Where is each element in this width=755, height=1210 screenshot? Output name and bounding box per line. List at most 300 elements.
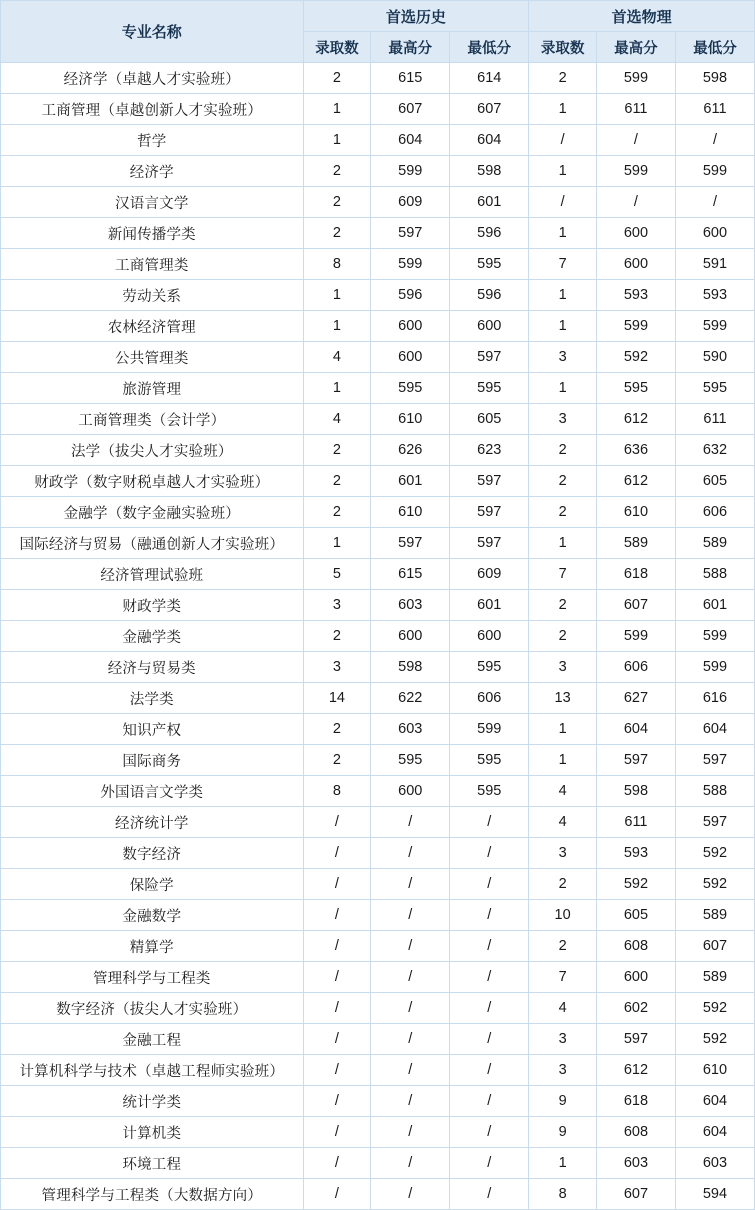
cell-major-name: 管理科学与工程类（大数据方向）: [1, 1179, 304, 1210]
table-row: [1, 125, 755, 156]
cell-major-name: 国际经济与贸易（融通创新人才实验班）: [1, 528, 304, 559]
cell-history-max: /: [371, 931, 450, 962]
cell-major-name: 计算机类: [1, 1117, 304, 1148]
cell-physics-max: 593: [596, 280, 675, 311]
header-history-max: 最高分: [371, 32, 450, 63]
cell-history-count: /: [303, 1179, 371, 1210]
cell-history-max: /: [371, 807, 450, 838]
cell-physics-min: 592: [675, 838, 754, 869]
cell-physics-count: 2: [529, 63, 597, 94]
cell-physics-min: 594: [675, 1179, 754, 1210]
cell-major-name: 金融工程: [1, 1024, 304, 1055]
table-row: [1, 156, 755, 187]
table-row: [1, 900, 755, 931]
cell-history-max: /: [371, 962, 450, 993]
cell-major-name: 劳动关系: [1, 280, 304, 311]
cell-history-max: 599: [371, 156, 450, 187]
cell-history-min: 599: [450, 714, 529, 745]
cell-history-min: /: [450, 1179, 529, 1210]
cell-physics-min: 598: [675, 63, 754, 94]
cell-physics-min: 593: [675, 280, 754, 311]
cell-history-count: 14: [303, 683, 371, 714]
cell-history-max: 622: [371, 683, 450, 714]
cell-history-min: 595: [450, 373, 529, 404]
cell-history-max: 609: [371, 187, 450, 218]
cell-physics-max: 618: [596, 559, 675, 590]
cell-history-min: 601: [450, 590, 529, 621]
cell-physics-count: 1: [529, 94, 597, 125]
cell-history-min: /: [450, 869, 529, 900]
cell-history-max: 595: [371, 373, 450, 404]
cell-physics-count: /: [529, 125, 597, 156]
cell-history-min: /: [450, 993, 529, 1024]
table-row: [1, 993, 755, 1024]
cell-major-name: 法学类: [1, 683, 304, 714]
cell-physics-count: 2: [529, 466, 597, 497]
cell-history-min: /: [450, 1117, 529, 1148]
cell-physics-count: 7: [529, 962, 597, 993]
cell-physics-max: 599: [596, 63, 675, 94]
cell-physics-max: 607: [596, 590, 675, 621]
table-row: [1, 311, 755, 342]
cell-physics-count: 13: [529, 683, 597, 714]
cell-major-name: 经济学: [1, 156, 304, 187]
table-row: [1, 218, 755, 249]
cell-physics-min: 599: [675, 621, 754, 652]
cell-history-count: /: [303, 931, 371, 962]
cell-history-min: 601: [450, 187, 529, 218]
cell-history-count: /: [303, 869, 371, 900]
cell-history-count: 3: [303, 652, 371, 683]
cell-major-name: 工商管理类: [1, 249, 304, 280]
header-physics-min: 最低分: [675, 32, 754, 63]
table-row: [1, 1055, 755, 1086]
table-row: [1, 63, 755, 94]
cell-physics-count: 2: [529, 435, 597, 466]
header-history-count: 录取数: [303, 32, 371, 63]
cell-physics-min: 590: [675, 342, 754, 373]
cell-history-min: /: [450, 962, 529, 993]
table-row: [1, 497, 755, 528]
cell-history-count: 2: [303, 497, 371, 528]
cell-history-min: 595: [450, 652, 529, 683]
table-row: [1, 187, 755, 218]
cell-history-count: 2: [303, 435, 371, 466]
cell-physics-max: 605: [596, 900, 675, 931]
cell-physics-min: 599: [675, 311, 754, 342]
cell-physics-max: 612: [596, 466, 675, 497]
cell-physics-count: 8: [529, 1179, 597, 1210]
cell-history-min: /: [450, 1024, 529, 1055]
cell-history-max: 597: [371, 218, 450, 249]
cell-physics-min: 604: [675, 1086, 754, 1117]
cell-history-max: /: [371, 1179, 450, 1210]
cell-physics-count: 2: [529, 621, 597, 652]
cell-major-name: 旅游管理: [1, 373, 304, 404]
cell-physics-count: 2: [529, 869, 597, 900]
cell-physics-count: 1: [529, 528, 597, 559]
cell-history-count: 2: [303, 621, 371, 652]
cell-physics-count: 3: [529, 652, 597, 683]
header-major-name: 专业名称: [1, 1, 304, 63]
cell-history-max: 610: [371, 404, 450, 435]
cell-history-count: 3: [303, 590, 371, 621]
cell-physics-min: 606: [675, 497, 754, 528]
cell-major-name: 金融学（数字金融实验班）: [1, 497, 304, 528]
cell-physics-max: 608: [596, 931, 675, 962]
cell-history-min: /: [450, 838, 529, 869]
table-row: [1, 249, 755, 280]
cell-history-count: /: [303, 900, 371, 931]
cell-physics-min: /: [675, 125, 754, 156]
table-row: [1, 838, 755, 869]
cell-history-count: /: [303, 993, 371, 1024]
cell-history-max: 601: [371, 466, 450, 497]
cell-physics-min: 604: [675, 1117, 754, 1148]
cell-history-max: /: [371, 993, 450, 1024]
cell-history-count: 8: [303, 249, 371, 280]
cell-history-count: 8: [303, 776, 371, 807]
cell-history-max: /: [371, 869, 450, 900]
cell-history-min: 609: [450, 559, 529, 590]
cell-physics-count: 1: [529, 156, 597, 187]
table-row: [1, 94, 755, 125]
cell-history-max: 600: [371, 621, 450, 652]
cell-physics-min: 632: [675, 435, 754, 466]
header-history-min: 最低分: [450, 32, 529, 63]
cell-history-max: 603: [371, 590, 450, 621]
cell-physics-count: 4: [529, 993, 597, 1024]
cell-physics-max: 597: [596, 745, 675, 776]
table-row: [1, 559, 755, 590]
cell-history-min: /: [450, 1148, 529, 1179]
cell-history-count: 2: [303, 156, 371, 187]
cell-physics-count: 1: [529, 311, 597, 342]
cell-physics-count: 2: [529, 931, 597, 962]
cell-physics-count: 1: [529, 745, 597, 776]
cell-major-name: 农林经济管理: [1, 311, 304, 342]
cell-history-max: /: [371, 1086, 450, 1117]
cell-history-max: 615: [371, 63, 450, 94]
cell-history-max: 598: [371, 652, 450, 683]
cell-history-max: 615: [371, 559, 450, 590]
cell-major-name: 工商管理（卓越创新人才实验班）: [1, 94, 304, 125]
cell-history-count: 5: [303, 559, 371, 590]
table-row: [1, 1117, 755, 1148]
cell-physics-max: 606: [596, 652, 675, 683]
table-row: [1, 652, 755, 683]
cell-major-name: 金融数学: [1, 900, 304, 931]
cell-major-name: 财政学类: [1, 590, 304, 621]
cell-history-min: /: [450, 931, 529, 962]
cell-physics-min: 592: [675, 869, 754, 900]
cell-history-count: 2: [303, 466, 371, 497]
cell-physics-max: 611: [596, 807, 675, 838]
cell-history-min: /: [450, 1086, 529, 1117]
cell-history-max: 600: [371, 776, 450, 807]
cell-major-name: 经济统计学: [1, 807, 304, 838]
cell-history-min: 600: [450, 621, 529, 652]
header-physics-count: 录取数: [529, 32, 597, 63]
cell-physics-min: 611: [675, 404, 754, 435]
table-row: [1, 807, 755, 838]
cell-history-min: 607: [450, 94, 529, 125]
cell-history-min: 595: [450, 745, 529, 776]
cell-history-max: 607: [371, 94, 450, 125]
cell-physics-max: 611: [596, 94, 675, 125]
table-row: [1, 776, 755, 807]
cell-physics-min: 589: [675, 900, 754, 931]
table-row: [1, 714, 755, 745]
cell-physics-max: 600: [596, 218, 675, 249]
cell-physics-max: 636: [596, 435, 675, 466]
cell-history-max: /: [371, 1148, 450, 1179]
cell-physics-max: 593: [596, 838, 675, 869]
cell-history-max: 600: [371, 311, 450, 342]
cell-major-name: 管理科学与工程类: [1, 962, 304, 993]
cell-major-name: 哲学: [1, 125, 304, 156]
cell-physics-min: 616: [675, 683, 754, 714]
cell-physics-min: 600: [675, 218, 754, 249]
cell-history-count: /: [303, 838, 371, 869]
cell-physics-count: 3: [529, 838, 597, 869]
header-group-row: [1, 1, 755, 32]
table-row: [1, 404, 755, 435]
table-row: [1, 931, 755, 962]
cell-major-name: 汉语言文学: [1, 187, 304, 218]
cell-major-name: 统计学类: [1, 1086, 304, 1117]
cell-physics-count: 9: [529, 1086, 597, 1117]
cell-history-max: /: [371, 1117, 450, 1148]
cell-physics-count: 3: [529, 342, 597, 373]
cell-physics-count: 1: [529, 373, 597, 404]
cell-major-name: 金融学类: [1, 621, 304, 652]
cell-physics-max: 608: [596, 1117, 675, 1148]
cell-physics-count: 1: [529, 280, 597, 311]
table-row: [1, 869, 755, 900]
cell-history-max: /: [371, 838, 450, 869]
cell-history-max: 596: [371, 280, 450, 311]
cell-physics-count: 4: [529, 807, 597, 838]
cell-history-count: /: [303, 1117, 371, 1148]
cell-physics-min: 599: [675, 652, 754, 683]
cell-history-count: 4: [303, 342, 371, 373]
cell-physics-max: 603: [596, 1148, 675, 1179]
cell-physics-min: /: [675, 187, 754, 218]
cell-physics-max: 600: [596, 249, 675, 280]
cell-physics-max: 598: [596, 776, 675, 807]
cell-history-count: 1: [303, 528, 371, 559]
cell-major-name: 数字经济: [1, 838, 304, 869]
cell-history-min: 597: [450, 528, 529, 559]
header-group-physics: 首选物理: [529, 1, 755, 32]
header-physics-max: 最高分: [596, 32, 675, 63]
cell-physics-max: 595: [596, 373, 675, 404]
cell-history-max: 603: [371, 714, 450, 745]
cell-history-count: 2: [303, 218, 371, 249]
cell-physics-max: 597: [596, 1024, 675, 1055]
cell-physics-min: 610: [675, 1055, 754, 1086]
cell-major-name: 精算学: [1, 931, 304, 962]
cell-history-count: 1: [303, 311, 371, 342]
cell-major-name: 新闻传播学类: [1, 218, 304, 249]
cell-history-count: 2: [303, 714, 371, 745]
cell-history-min: 595: [450, 249, 529, 280]
cell-history-count: 2: [303, 187, 371, 218]
cell-major-name: 经济与贸易类: [1, 652, 304, 683]
cell-physics-max: 627: [596, 683, 675, 714]
table-row: [1, 528, 755, 559]
cell-physics-min: 601: [675, 590, 754, 621]
cell-history-count: 1: [303, 373, 371, 404]
cell-physics-min: 589: [675, 528, 754, 559]
cell-history-min: /: [450, 900, 529, 931]
cell-history-max: 600: [371, 342, 450, 373]
table-row: [1, 1086, 755, 1117]
cell-history-min: 605: [450, 404, 529, 435]
cell-history-count: 4: [303, 404, 371, 435]
cell-physics-min: 607: [675, 931, 754, 962]
cell-physics-min: 592: [675, 993, 754, 1024]
cell-physics-max: 592: [596, 869, 675, 900]
cell-physics-max: 612: [596, 1055, 675, 1086]
cell-physics-count: 3: [529, 404, 597, 435]
table-row: [1, 1179, 755, 1210]
cell-physics-count: 2: [529, 590, 597, 621]
cell-major-name: 数字经济（拔尖人才实验班）: [1, 993, 304, 1024]
cell-history-max: 597: [371, 528, 450, 559]
cell-history-max: 610: [371, 497, 450, 528]
cell-history-count: 1: [303, 94, 371, 125]
cell-major-name: 保险学: [1, 869, 304, 900]
cell-physics-count: 4: [529, 776, 597, 807]
cell-history-count: /: [303, 1024, 371, 1055]
cell-physics-min: 599: [675, 156, 754, 187]
cell-history-max: 595: [371, 745, 450, 776]
cell-major-name: 外国语言文学类: [1, 776, 304, 807]
cell-physics-min: 605: [675, 466, 754, 497]
cell-physics-count: 10: [529, 900, 597, 931]
cell-history-max: /: [371, 1055, 450, 1086]
cell-major-name: 公共管理类: [1, 342, 304, 373]
cell-physics-min: 597: [675, 745, 754, 776]
table-row: [1, 466, 755, 497]
table-row: [1, 342, 755, 373]
cell-physics-count: /: [529, 187, 597, 218]
cell-physics-min: 588: [675, 776, 754, 807]
cell-physics-count: 9: [529, 1117, 597, 1148]
cell-physics-min: 611: [675, 94, 754, 125]
cell-physics-min: 604: [675, 714, 754, 745]
cell-physics-max: 599: [596, 621, 675, 652]
cell-major-name: 环境工程: [1, 1148, 304, 1179]
cell-physics-count: 3: [529, 1024, 597, 1055]
cell-physics-max: 610: [596, 497, 675, 528]
cell-physics-count: 1: [529, 1148, 597, 1179]
cell-history-min: 604: [450, 125, 529, 156]
cell-history-count: 2: [303, 745, 371, 776]
cell-physics-max: /: [596, 187, 675, 218]
cell-physics-max: 612: [596, 404, 675, 435]
cell-physics-min: 603: [675, 1148, 754, 1179]
cell-physics-max: 604: [596, 714, 675, 745]
cell-history-max: 599: [371, 249, 450, 280]
table-row: [1, 1024, 755, 1055]
cell-major-name: 国际商务: [1, 745, 304, 776]
cell-history-count: /: [303, 962, 371, 993]
cell-history-min: /: [450, 1055, 529, 1086]
cell-history-min: 614: [450, 63, 529, 94]
table-header: [1, 1, 755, 63]
cell-history-count: 2: [303, 63, 371, 94]
cell-history-min: 595: [450, 776, 529, 807]
cell-physics-min: 591: [675, 249, 754, 280]
cell-history-count: 1: [303, 125, 371, 156]
table-row: [1, 745, 755, 776]
cell-physics-min: 589: [675, 962, 754, 993]
table-body: [1, 63, 755, 1210]
cell-physics-count: 1: [529, 218, 597, 249]
cell-major-name: 财政学（数字财税卓越人才实验班）: [1, 466, 304, 497]
cell-history-count: /: [303, 1148, 371, 1179]
cell-history-min: 596: [450, 280, 529, 311]
cell-physics-count: 7: [529, 559, 597, 590]
cell-history-count: /: [303, 1086, 371, 1117]
table-row: [1, 280, 755, 311]
cell-history-min: 597: [450, 497, 529, 528]
cell-major-name: 工商管理类（会计学）: [1, 404, 304, 435]
cell-physics-count: 1: [529, 714, 597, 745]
cell-history-max: /: [371, 900, 450, 931]
cell-history-count: /: [303, 807, 371, 838]
table-row: [1, 621, 755, 652]
table-row: [1, 683, 755, 714]
cell-history-min: 600: [450, 311, 529, 342]
cell-history-max: 626: [371, 435, 450, 466]
table-row: [1, 590, 755, 621]
cell-history-min: 623: [450, 435, 529, 466]
cell-physics-max: 607: [596, 1179, 675, 1210]
cell-physics-max: 600: [596, 962, 675, 993]
cell-major-name: 知识产权: [1, 714, 304, 745]
table-row: [1, 373, 755, 404]
cell-physics-max: 589: [596, 528, 675, 559]
cell-physics-max: /: [596, 125, 675, 156]
cell-history-count: 1: [303, 280, 371, 311]
cell-major-name: 计算机科学与技术（卓越工程师实验班）: [1, 1055, 304, 1086]
cell-major-name: 法学（拔尖人才实验班）: [1, 435, 304, 466]
cell-physics-max: 618: [596, 1086, 675, 1117]
table-row: [1, 1148, 755, 1179]
cell-major-name: 经济学（卓越人才实验班）: [1, 63, 304, 94]
cell-physics-count: 3: [529, 1055, 597, 1086]
cell-major-name: 经济管理试验班: [1, 559, 304, 590]
cell-history-max: /: [371, 1024, 450, 1055]
cell-physics-max: 602: [596, 993, 675, 1024]
cell-history-count: /: [303, 1055, 371, 1086]
cell-physics-min: 597: [675, 807, 754, 838]
cell-history-min: 597: [450, 342, 529, 373]
cell-history-min: /: [450, 807, 529, 838]
cell-physics-max: 599: [596, 311, 675, 342]
cell-history-min: 606: [450, 683, 529, 714]
cell-history-max: 604: [371, 125, 450, 156]
cell-physics-max: 599: [596, 156, 675, 187]
cell-physics-max: 592: [596, 342, 675, 373]
cell-physics-count: 7: [529, 249, 597, 280]
cell-physics-min: 595: [675, 373, 754, 404]
cell-history-min: 598: [450, 156, 529, 187]
